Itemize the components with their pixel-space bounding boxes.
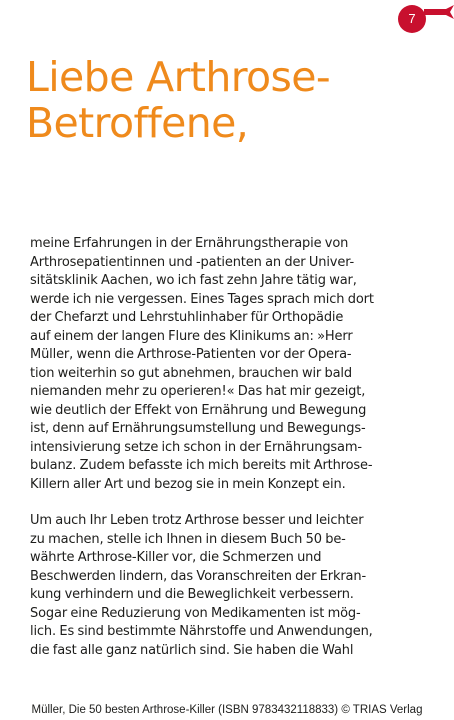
- text-line: intensivierung setze ich schon in der Ernährungsam-: [30, 439, 362, 455]
- heading-line: Betroffene,: [26, 99, 249, 147]
- text-line: lich. Es sind bestimmte Nährstoffe und Anwendungen,: [30, 624, 373, 639]
- text-line: währte Arthrose-Killer vor, die Schmerzen und: [30, 550, 322, 565]
- text-line: zu machen, stelle ich Ihnen in diesem Buch 50 be-: [30, 531, 346, 547]
- body-text: [30, 235, 450, 660]
- text-line: Sogar eine Reduzierung von Medikamenten ist mög-: [30, 605, 361, 621]
- text-line: ist, denn auf Ernährungsumstellung und Bewegungs-: [30, 421, 366, 436]
- paragraph: [30, 512, 450, 660]
- text-line: der Chefarzt und Lehrstuhlinhaber für Orthopädie: [30, 310, 344, 325]
- text-line: Killern aller Art und bezog sie in mein Konzept ein.: [30, 476, 346, 492]
- text-line: Um auch Ihr Leben trotz Arthrose besser und leichter: [30, 513, 364, 528]
- text-line: Beschwerden lindern, das Voranschreiten der Erkran-: [30, 568, 366, 584]
- paragraph: [30, 235, 450, 494]
- text-line: Müller, wenn die Arthrose-Patienten vor der Opera-: [30, 347, 352, 362]
- text-line: werde ich nie vergessen. Eines Tages sprach mich dort: [30, 291, 374, 307]
- text-line: meine Erfahrungen in der Ernährungstherapie von: [30, 236, 349, 251]
- text-line: niemanden mehr zu operieren!« Das hat mir gezeigt,: [30, 384, 366, 399]
- text-line: wie deutlich der Effekt von Ernährung und Bewegung: [30, 402, 367, 418]
- footer-citation: Müller, Die 50 besten Arthrose-Killer (ISBN 9783432118833) © TRIAS Verlag: [31, 704, 423, 716]
- text-line: tion weiterhin so gut abnehmen, brauchen wir bald: [30, 365, 352, 381]
- text-line: auf einem der langen Flure des Klinikums an: »Herr: [30, 328, 353, 344]
- page-number-badge: 7: [398, 5, 426, 33]
- page-tab-arrow-icon: [424, 5, 454, 19]
- text-line: bulanz. Zudem befasste ich mich bereits mit Arthrose-: [30, 458, 373, 473]
- text-line: die fast alle ganz natürlich sind. Sie haben die Wahl: [30, 642, 354, 658]
- page-heading: [26, 54, 446, 146]
- text-line: kung verhindern und die Beweglichkeit verbessern.: [30, 587, 354, 602]
- heading-line: Liebe Arthrose-: [26, 53, 331, 101]
- text-line: sitätsklinik Aachen, wo ich fast zehn Jahre tätig war,: [30, 273, 357, 288]
- text-line: Arthrosepatientinnen und -patienten an der Univer-: [30, 254, 355, 270]
